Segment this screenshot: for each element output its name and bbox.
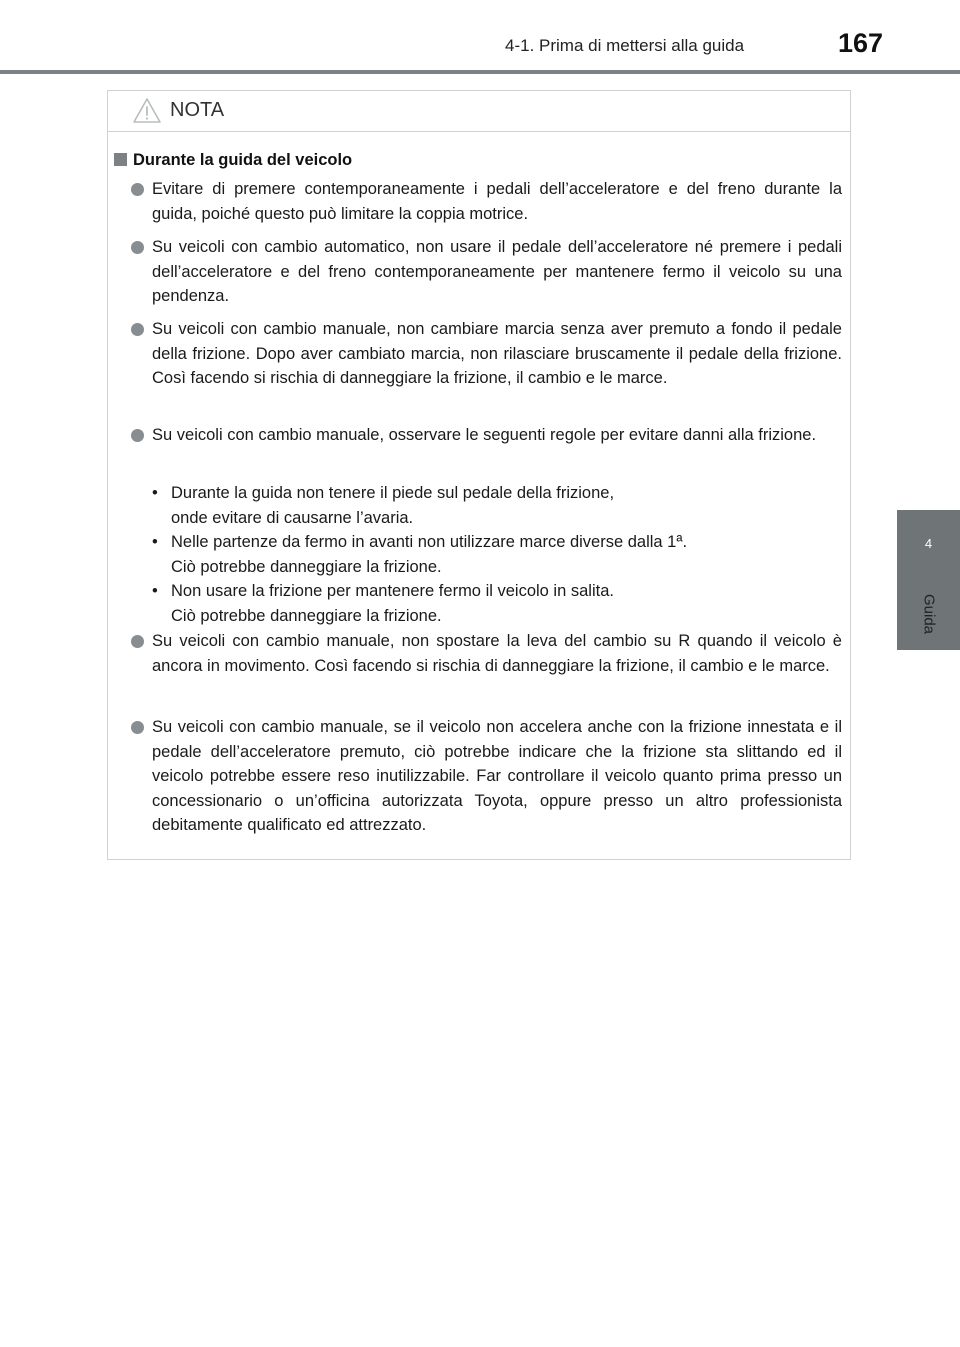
chapter-label: Guida: [920, 593, 938, 635]
sub-bullet: •: [152, 533, 158, 551]
sub-list-item: • Non usare la frizione per mantenere fermo il veicolo in salita. Ciò potrebbe danneggiare la frizione.: [152, 579, 792, 628]
sub-bullet: •: [152, 484, 158, 502]
note-title: NOTA: [170, 99, 225, 121]
bullet-dot-icon: [131, 183, 144, 196]
bullet-dot-icon: [131, 429, 144, 442]
note-subheading: Durante la guida del veicolo: [114, 151, 352, 170]
list-item: Su veicoli con cambio automatico, non usare il pedale dell’acceleratore né premere i pedali dell’acceleratore e del freno contemporaneamente per mantenere fermo il veicolo su una pendenza.: [126, 235, 842, 309]
list-item: Evitare di premere contemporaneamente i pedali dell’acceleratore e del freno durante la guida, poiché questo può limitare la coppia motrice.: [126, 177, 842, 226]
running-header-section: 4-1. Prima di mettersi alla guida: [505, 36, 745, 55]
bullet-dot-icon: [131, 323, 144, 336]
warning-triangle-icon: [132, 97, 162, 124]
note-box: [107, 90, 851, 860]
bullet-dot-icon: [131, 635, 144, 648]
chapter-number: 4: [924, 536, 933, 551]
list-item: Su veicoli con cambio manuale, se il veicolo non accelera anche con la frizione innestata e il pedale dell’acceleratore premuto, ciò potrebbe indicare che la frizione sta slittando ed il veicolo potrebbe essere reso inutilizzabile. Far controllare il veicolo quanto prima presso un concessionario o un’officina autorizzata Toyota, oppure presso un altro professionista debitamente qualificato ed attrezzato.: [126, 715, 842, 838]
sub-list-item: • Durante la guida non tenere il piede sul pedale della frizione, onde evitare di causarne l’avaria.: [152, 481, 792, 530]
list-item: Su veicoli con cambio manuale, non spostare la leva del cambio su R quando il veicolo è ancora in movimento. Così facendo si rischia di danneggiare la frizione, il cambio e le marce.: [126, 629, 842, 678]
header-divider: [0, 70, 960, 74]
square-bullet-icon: [114, 153, 127, 166]
bullet-dot-icon: [131, 241, 144, 254]
list-item: Su veicoli con cambio manuale, non cambiare marcia senza aver premuto a fondo il pedale della frizione. Dopo aver cambiato marcia, non rilasciare bruscamente il pedale della frizione. Così facendo si rischia di danneggiare la frizione, il cambio e le marce.: [126, 317, 842, 391]
list-item: Su veicoli con cambio manuale, osservare le seguenti regole per evitare danni alla frizione.: [126, 423, 842, 448]
sub-bullet: •: [152, 582, 158, 600]
bullet-dot-icon: [131, 721, 144, 734]
sub-list-item: • Nelle partenze da fermo in avanti non utilizzare marce diverse dalla 1ª. Ciò potrebbe danneggiare la frizione.: [152, 530, 792, 579]
page-number: 167: [838, 28, 884, 58]
note-header: [108, 91, 850, 132]
